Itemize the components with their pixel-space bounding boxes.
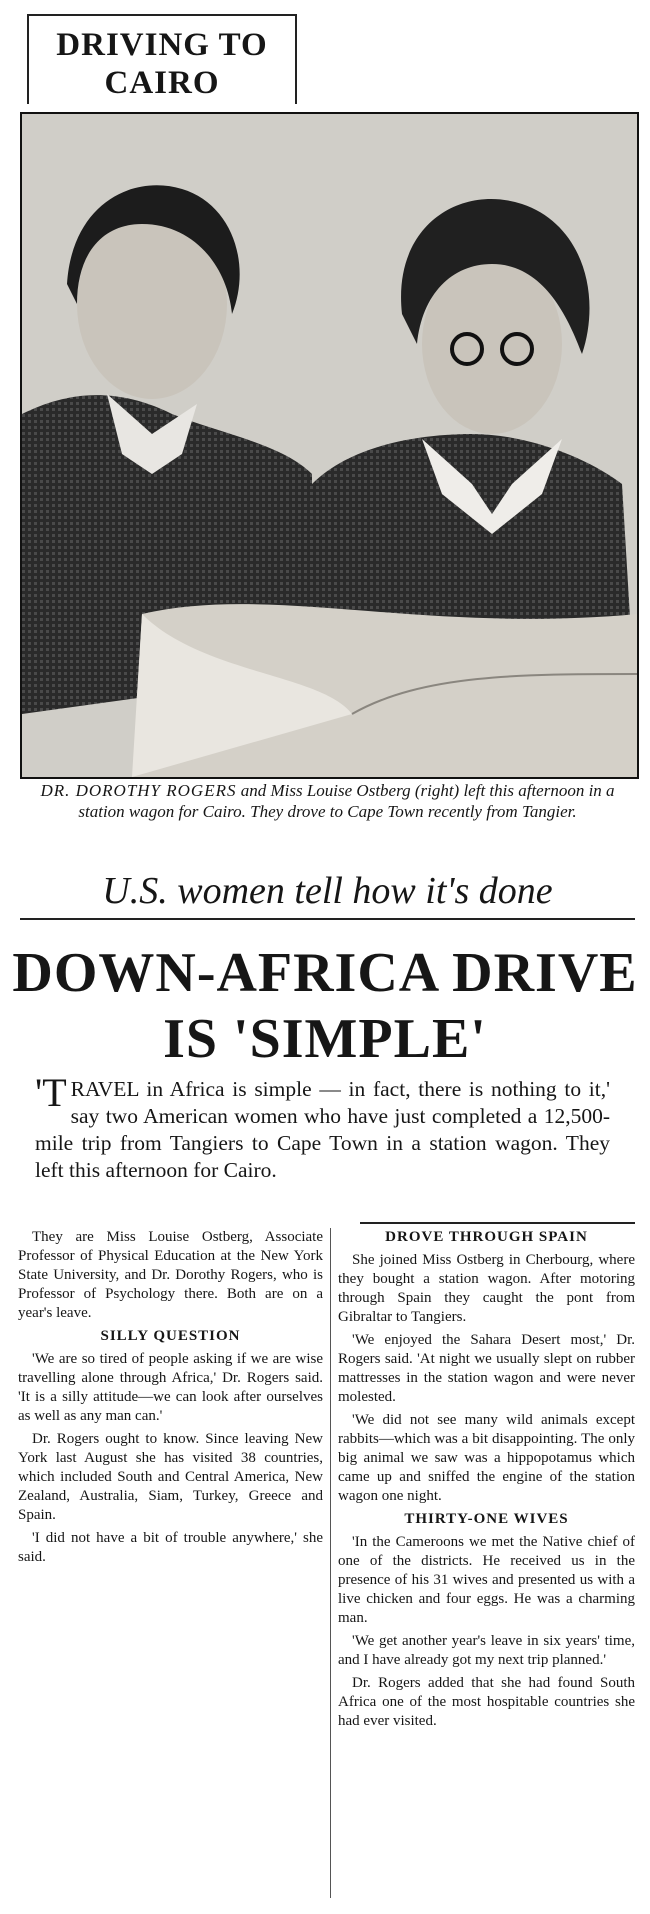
- right-column-rule: [360, 1222, 635, 1224]
- intro-paragraph: [35, 1070, 610, 1184]
- right-paragraph-1: She joined Miss Ostberg in Cherbourg, where they bought a station wagon. After motoring through Spain they caught the pont from Gibraltar to Tangiers.: [338, 1252, 635, 1325]
- photo-caption: [20, 780, 635, 822]
- caption-lead: DR. DOROTHY ROGERS: [40, 781, 237, 800]
- section-head-thirty-one-wives: THIRTY-ONE WIVES: [404, 1511, 569, 1527]
- column-divider: [330, 1228, 331, 1898]
- right-paragraph-4: 'In the Cameroons we met the Native chief of one of the districts. He received us in the presence of his 31 wives and presented us with a live chicken and four eggs. He was a charming man.: [338, 1534, 635, 1626]
- subheadline: U.S. women tell how it's done: [20, 868, 635, 920]
- drop-cap: 'T: [35, 1070, 67, 1115]
- kicker-box: [27, 14, 297, 104]
- right-paragraph-3: 'We did not see many wild animals except rabbits—which was a bit disappointing. The only big animal we saw was a hippopotamus which came up and sniffed the engine of the station wagon one night.: [338, 1412, 635, 1504]
- right-paragraph-2: 'We enjoyed the Sahara Desert most,' Dr. Rogers said. 'At night we usually slept on rubber mattresses in the station wagon and were never molested.: [338, 1332, 635, 1405]
- left-paragraph-4: 'I did not have a bit of trouble anywhere,' she said.: [18, 1530, 323, 1565]
- headline-line-2: IS 'SIMPLE': [163, 1008, 487, 1070]
- right-paragraph-6: Dr. Rogers added that she had found South Africa one of the most hospitable countries she had ever visited.: [338, 1675, 635, 1729]
- intro-text: RAVEL in Africa is simple — in fact, there is nothing to it,' say two American women who have just completed a 12,500-mile trip from Tangiers to Cape Town in a station wagon. They left this afternoon for Cairo.: [35, 1077, 610, 1182]
- left-paragraph-3: Dr. Rogers ought to know. Since leaving New York last August she has visited 38 countries, which included South and Central America, New Zealand, Australia, Siam, Turkey, Greece and Spain.: [18, 1431, 323, 1523]
- section-head-drove-through-spain: DROVE THROUGH SPAIN: [385, 1229, 588, 1245]
- headline: [10, 940, 640, 1072]
- right-column: [338, 1228, 635, 1735]
- left-paragraph-1: They are Miss Louise Ostberg, Associate Professor of Physical Education at the New York State University, and Dr. Dorothy Rogers, who is Professor of Psychology there. Both are on a year's leave.: [18, 1229, 323, 1321]
- headline-line-1: DOWN-AFRICA DRIVE: [12, 942, 638, 1004]
- news-photo: [20, 112, 639, 779]
- caption-text: and Miss Louise Ostberg (right) left this afternoon in a station wagon for Cairo. They drove to Cape Town recently from Tangier.: [78, 781, 615, 821]
- left-paragraph-2: 'We are so tired of people asking if we are wise travelling alone through Africa,' Dr. Rogers said. 'It is a silly attitude—we can look after ourselves as well as any man can.': [18, 1351, 323, 1424]
- kicker-title: DRIVING TO CAIRO: [56, 27, 268, 101]
- left-column: [18, 1228, 323, 1571]
- right-paragraph-5: 'We get another year's leave in six years' time, and I have already got my next trip planned.': [338, 1633, 635, 1668]
- photo-illustration: [22, 114, 637, 777]
- section-head-silly-question: SILLY QUESTION: [100, 1328, 241, 1344]
